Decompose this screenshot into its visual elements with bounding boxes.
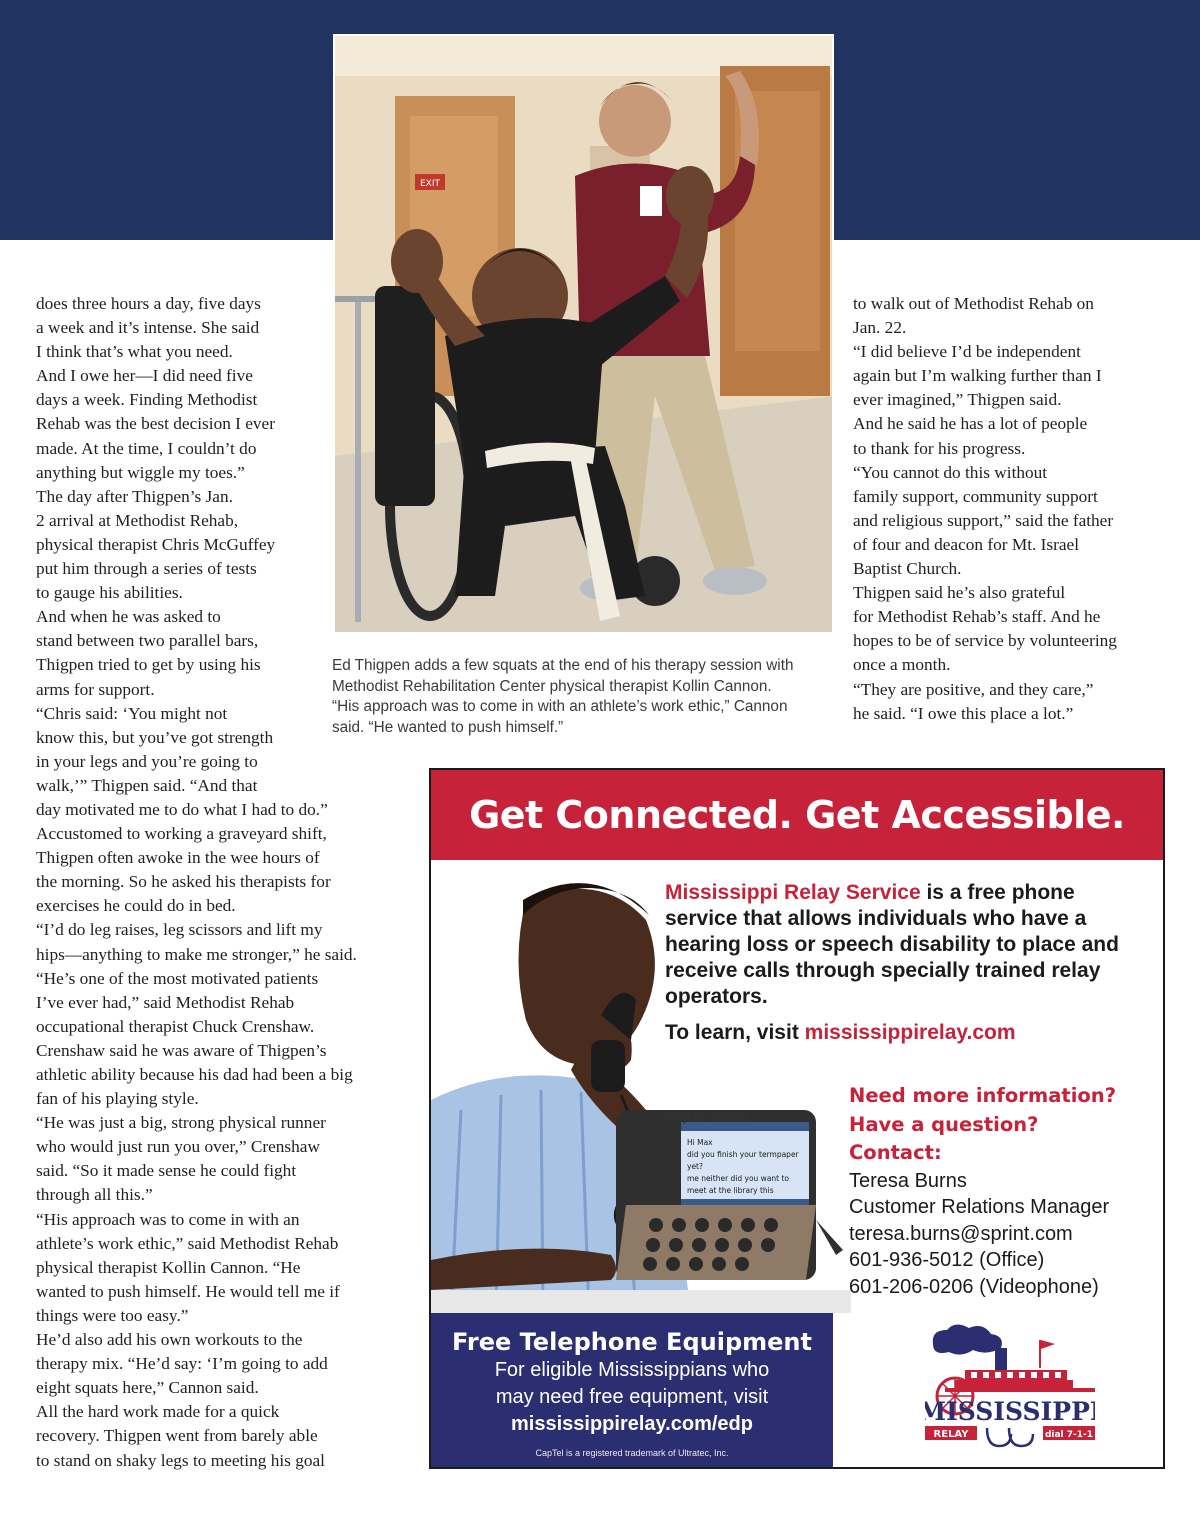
logo-dial: dial 7-1-1 [1044, 1430, 1094, 1440]
equipment-title: Free Telephone Equipment [452, 1328, 812, 1356]
paragraph: “He was just a big, strong physical runner who would just run you over,” Crenshaw said. “So it made sense he could fight through all this.” [36, 1113, 326, 1205]
caption-line: said. “He wanted to push himself.” [332, 718, 564, 736]
website-link[interactable]: mississippirelay.com [804, 1021, 1016, 1044]
paragraph: The day after Thigpen’s Jan. 2 arrival at Methodist Rehab, physical therapist Chris McGuffey put him through a series of tests to gauge his abilities. [36, 486, 276, 603]
paragraph: He’d also add his own workouts to the therapy mix. “He’d say: ‘I’m going to add eight squats here,” Cannon said. [36, 1330, 328, 1398]
therapy-photo [333, 34, 834, 634]
contact-heading: Have a question? [849, 1112, 1039, 1136]
ad-description [665, 880, 1145, 1046]
paragraph: “He’s one of the most motivated patients I’ve ever had,” said Methodist Rehab occupational therapist Chuck Crenshaw. [36, 968, 319, 1036]
paragraph: Crenshaw said he was aware of Thigpen’s athletic ability because his dad had been a big fan of his playing style. [36, 1040, 353, 1109]
logo-wordmark: MISSISSIPPI [925, 1397, 1095, 1426]
logo-relay: RELAY [933, 1429, 969, 1440]
caption-line: “His approach was to come in with an athlete’s work ethic,” Cannon [332, 698, 788, 715]
mississippi-relay-logo [925, 1322, 1095, 1452]
contact-heading: Need more information? [849, 1084, 1117, 1107]
contact-email[interactable]: teresa.burns@sprint.com [849, 1222, 1073, 1245]
paragraph: All the hard work made for a quick recovery. Thigpen went from barely able to stand on shaky legs to meeting his goal [36, 1402, 325, 1470]
contact-title: Customer Relations Manager [849, 1196, 1110, 1218]
caption-line: Methodist Rehabilitation Center physical therapist Kollin Cannon. [332, 677, 772, 695]
equipment-line: For eligible Mississippians who [494, 1359, 770, 1381]
paragraph: “I’d do leg raises, leg scissors and lift my hips—anything to make me stronger,” he said. [36, 920, 357, 964]
visit-label: To learn, visit [665, 1021, 805, 1044]
service-name: Mississippi Relay Service [665, 881, 921, 904]
contact-block [849, 1082, 1159, 1300]
relay-service-ad [429, 768, 1165, 1469]
contact-videophone: 601-206-0206 (Videophone) [849, 1275, 1099, 1298]
ad-headline: Get Connected. Get Accessible. [431, 770, 1163, 860]
service-description: is a free phone service that allows individuals who have a hearing loss or speech disability to place and receive calls through specially trained relay operators. [665, 881, 1119, 1008]
equipment-link[interactable]: mississippirelay.com/edp [511, 1413, 753, 1435]
paragraph: “Chris said: ‘You might not know this, but you’ve got strength in your legs and you’re going to walk,’” Thigpen said. “And that day motivated me to do what I had to do.” [36, 703, 328, 819]
captel-screen-text: Hi Max did you finish your termpaper yet? me neither did you want to meet at the library this [687, 1138, 799, 1195]
paragraph: “His approach was to come in with an athlete’s work ethic,” said Methodist Rehab physical therapist Kollin Cannon. “He wanted to push himself. He would tell me if things were too easy.” [36, 1209, 340, 1325]
paragraph: to walk out of Methodist Rehab on Jan. 22. [853, 294, 1094, 338]
contact-name: Teresa Burns [849, 1169, 967, 1192]
paragraph: does three hours a day, five days a week and it’s intense. She said I think that’s what you need. And I owe her—I did need five days a week. Finding Methodist Rehab was the best decision I ever made. At the time, I couldn’t do anything but wiggle my toes.” [36, 294, 275, 482]
paragraph: “I did believe I’d be independent again but I’m walking further than I ever imagined,” Thigpen said. [853, 342, 1102, 410]
paragraph: “You cannot do this without family support, community support and religious support,” said the father of four and deacon for Mt. Israel Baptist Church. [853, 462, 1114, 579]
exit-sign: EXIT [419, 179, 441, 189]
article-column-right [853, 292, 1173, 726]
paragraph: “They are positive, and they care,” he said. “I owe this place a lot.” [853, 679, 1094, 723]
paragraph: And when he was asked to stand between two parallel bars, Thigpen tried to get by using his arms for support. [36, 607, 261, 699]
caption-line: Ed Thigpen adds a few squats at the end of his therapy session with [332, 657, 794, 674]
visit-line [665, 1020, 1145, 1046]
equipment-line: may need free equipment, visit [495, 1386, 769, 1408]
photo-caption [332, 656, 832, 738]
paragraph: Accustomed to working a graveyard shift, Thigpen often awoke in the wee hours of the morning. So he asked his therapists for exercises he could do in bed. [36, 824, 331, 916]
contact-heading: Contact: [849, 1141, 942, 1164]
paragraph: And he said he has a lot of people to thank for his progress. [853, 414, 1088, 458]
contact-office-phone: 601-936-5012 (Office) [849, 1249, 1045, 1271]
device-label: CapTel 2400i [665, 1108, 747, 1124]
free-equipment-box [431, 1313, 833, 1467]
trademark-note: CapTel is a registered trademark of Ultratec, Inc. [535, 1448, 729, 1458]
paragraph: Thigpen said he’s also grateful for Methodist Rehab’s staff. And he hopes to be of service by volunteering once a month. [853, 583, 1117, 675]
